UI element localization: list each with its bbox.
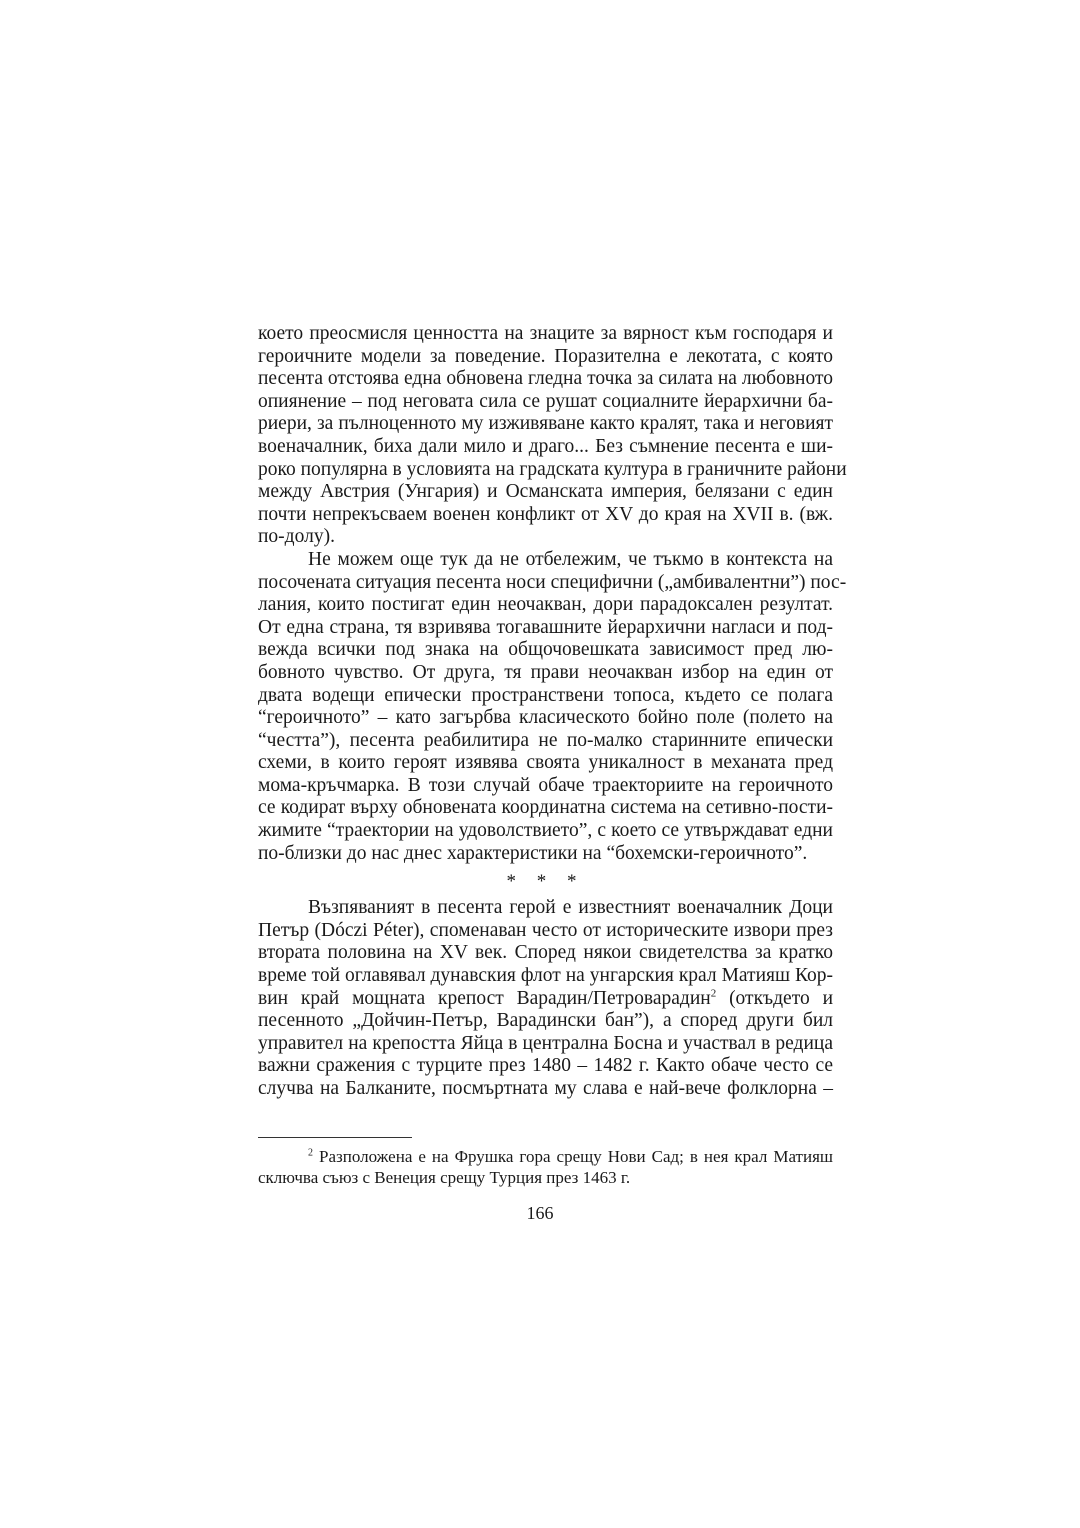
text-line: мома-кръчмарка. В този случай обаче траекториите на героичното: [258, 774, 833, 796]
text-line: по-близки до нас днес характеристики на “бохемски-героичното”.: [258, 842, 808, 864]
footnote-line: сключва съюз с Венеция срещу Турция през 1463 г.: [258, 1168, 631, 1187]
page-number: 166: [526, 1203, 554, 1223]
text-line: втората половина на XV век. Според някои свидетелства за кратко: [258, 942, 833, 964]
text-line: Петър (Dóczi Péter), споменаван често от историческите извори през: [258, 919, 833, 941]
text-line: песента отстоява една обновена гледна точка за силата на любовното: [258, 368, 833, 390]
text-line: което преосмисля ценността на знаците за вярност към господаря и: [258, 323, 833, 344]
footnote-marker: 2: [308, 1147, 313, 1159]
footnote: [258, 1146, 833, 1188]
text-line: Не можем още тук да не отбележим, че тъкмо в контекста на: [308, 548, 833, 570]
text-line: по-долу).: [258, 526, 335, 548]
text-line: героичните модели за поведение. Поразителна е лекотата, с която: [258, 345, 833, 367]
text-line: Възпяваният в песента герой е известният военачалник Доци: [308, 897, 833, 919]
text-line: двата водещи епически пространствени топоса, където се полага: [258, 684, 833, 706]
footnote-line: [258, 1146, 833, 1167]
text-line: посочената ситуация песента носи специфични („амбивалентни”) пос-: [258, 571, 847, 593]
text-line: важни сражения с турците през 1480 – 1482 г. Както обаче често се: [258, 1055, 833, 1077]
text-line: почти непрекъсваем военен конфликт от XV до края на XVII в. (вж.: [258, 503, 833, 525]
text-line: схеми, в които героят изявява своята уникалност в механата пред: [258, 752, 833, 774]
text-line: между Австрия (Унгария) и Османската империя, белязани с един: [258, 481, 833, 503]
text-line: време той оглавявал дунавския флот на унгарския крал Матияш Кор-: [258, 965, 833, 987]
text-line: случва на Балканите, посмъртната му слава е най-вече фолклорна –: [258, 1078, 833, 1099]
text-line: управител на крепостта Яйца в централна Босна и участвал в редица: [258, 1032, 833, 1054]
text-line: се кодират върху обновената координатна система на сетивно-пости-: [258, 797, 833, 819]
text-line: лания, които постигат един неочакван, дори парадоксален резултат.: [258, 594, 833, 616]
text-line: “честта”), песента реабилитира не по-малко старинните епически: [258, 729, 833, 751]
text-line: От една страна, тя взривява тогавашните йерархични нагласи и под-: [258, 616, 833, 638]
footnote-divider: [258, 1137, 412, 1138]
text-line: песенното „Дойчин-Петър, Варадински бан”), а според други бил: [258, 1010, 833, 1032]
section-separator: * * *: [506, 871, 585, 893]
text-line: вежда всички под знака на общочовешката зависимост пред лю-: [258, 639, 833, 661]
footnote-text: Разположена е на Фрушка гора срещу Нови Сад; в нея крал Матияш: [319, 1147, 833, 1166]
footnote-reference[interactable]: 2: [710, 987, 717, 1000]
text-line: роко популярна в условията на градската култура в граничните райони: [258, 458, 847, 480]
text-line-part: вин край мощната крепост Варадин/Петроварадин: [258, 987, 711, 1009]
text-line-part: (откъдето и: [729, 987, 834, 1009]
text-line: “героичното” – като загърбва класическото бойно поле (полето на: [258, 707, 833, 729]
text-line: жимите “траектории на удоволствието”, с което се утвърждават едни: [258, 820, 833, 842]
text-line: [258, 988, 833, 1011]
text-line: риери, за пълноценното му изживяване както кралят, така и неговият: [258, 413, 833, 435]
text-line: бовното чувство. От друга, тя прави неочакван избор на един от: [258, 661, 833, 683]
text-line: опиянение – под неговата сила се рушат социалните йерархични ба-: [258, 390, 833, 412]
text-line: военачалник, биха дали мило и драго... Без съмнение песента е ши-: [258, 435, 833, 457]
body-text: [258, 323, 847, 1101]
